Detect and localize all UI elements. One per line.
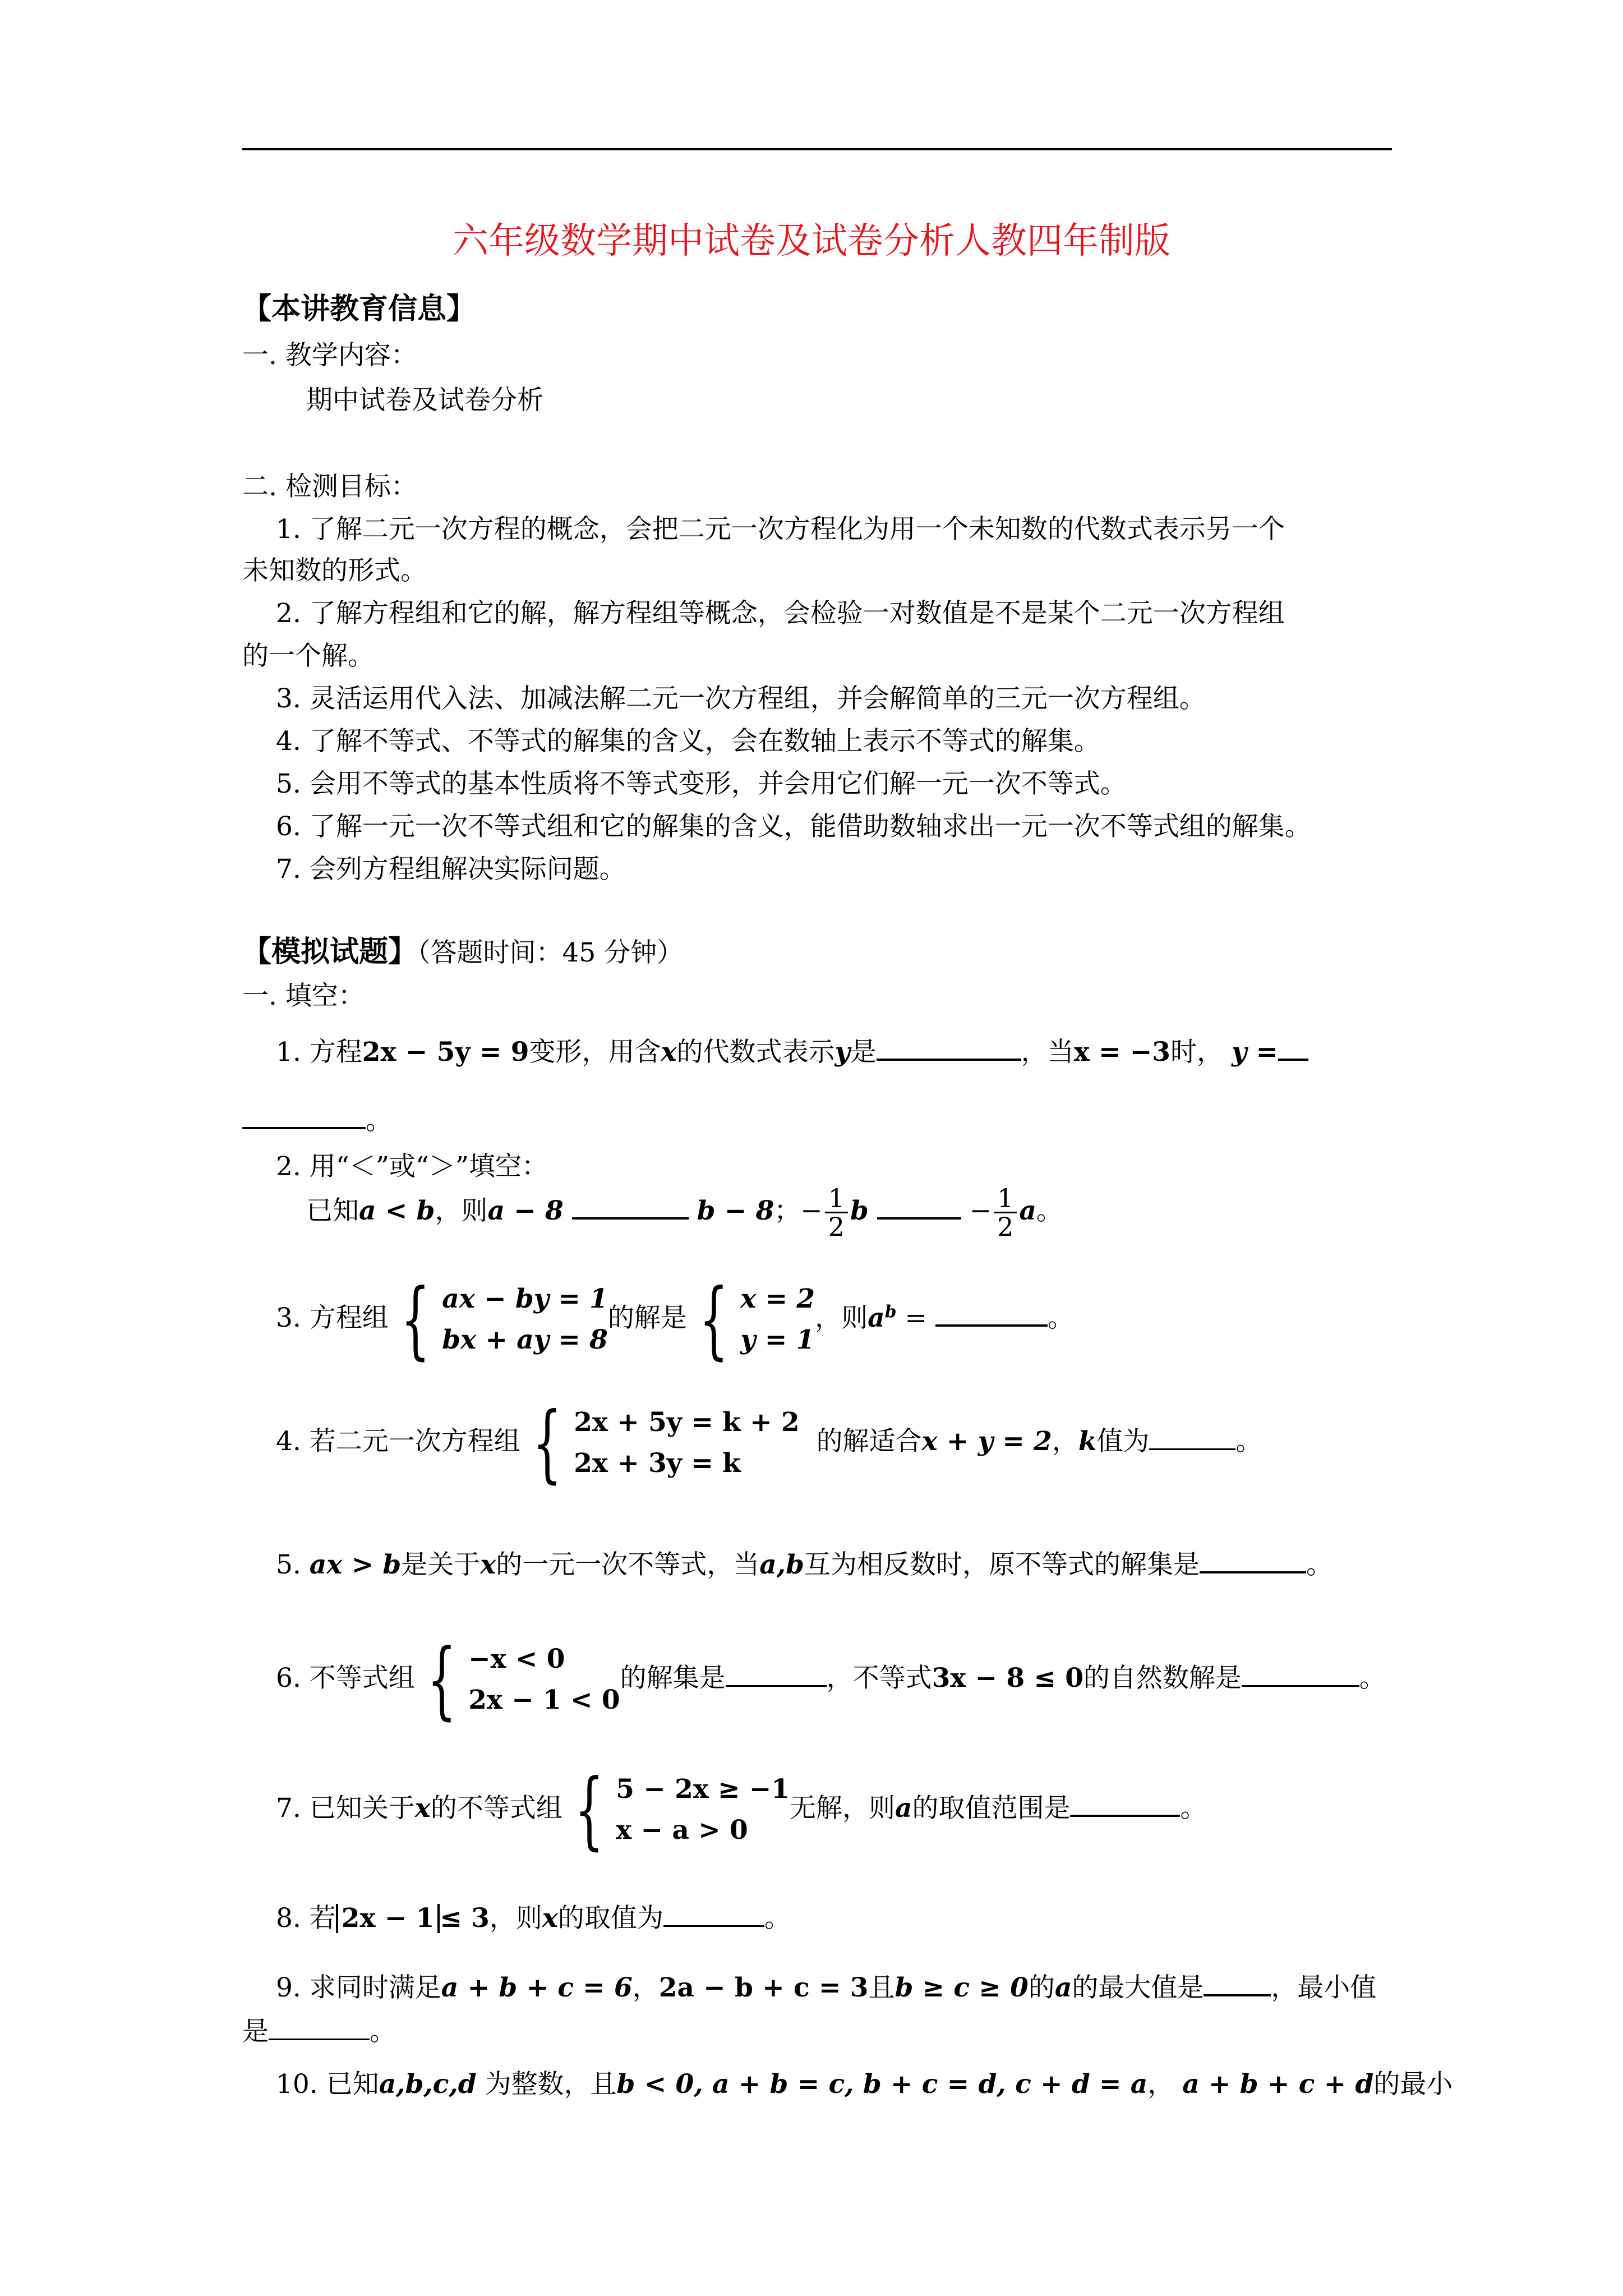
left-brace-icon: { xyxy=(427,1631,457,1729)
q7-system: 5 − 2x ≥ −1 x − a > 0 xyxy=(616,1774,790,1846)
q5-blank[interactable] xyxy=(1200,1549,1306,1573)
q9-blank-2[interactable] xyxy=(269,2016,370,2040)
question-9: 9. 求同时满足a + b + c = 6，2a − b + c = 3且b ≥ c ≥ 0的a的最大值是 ，最小值 xyxy=(276,1972,1377,2003)
question-1: 1. 方程2x − 5y = 9变形，用含x的代数式表示y是 ，当x = −3时， y = xyxy=(276,1031,1308,1069)
q8-absolute-value: 2x − 1 xyxy=(336,1904,440,1933)
left-brace-icon: { xyxy=(699,1271,728,1369)
question-6: 6. 不等式组 { −x < 0 2x − 1 < 0 的解集是 ，不等式3x − 8 ≤ 0的自然数解是 。 xyxy=(276,1631,1386,1729)
q2-blank-1[interactable] xyxy=(572,1195,689,1220)
question-2: 2. 用“＜”或“＞”填空： xyxy=(276,1151,548,1182)
info-header: 【本讲教育信息】 xyxy=(242,292,476,326)
q6-system: −x < 0 2x − 1 < 0 xyxy=(468,1644,620,1715)
goal-7: 7. 会列方程组解决实际问题。 xyxy=(276,854,626,885)
q1-equation: 2x − 5y = 9 xyxy=(362,1037,529,1068)
q3-system: ax − by = 1 bx + ay = 8 xyxy=(442,1283,608,1355)
q8-blank[interactable] xyxy=(663,1903,764,1927)
goal-2: 2. 了解方程组和它的解，解方程组等概念，会检验一对数值是不是某个二元一次方程组 xyxy=(276,598,1285,629)
question-1-cont: 。 xyxy=(242,1099,392,1137)
q4-system: 2x + 5y = k + 2 2x + 3y = k xyxy=(574,1407,800,1479)
q6-blank-1[interactable] xyxy=(726,1663,827,1687)
question-3: 3. 方程组 { ax − by = 1 bx + ay = 8 的解是 { x = 2 y = 1 ，则$a^b$ = 。 xyxy=(276,1271,1074,1369)
page-title: 六年级数学期中试卷及试卷分析人教四年制版 xyxy=(453,220,1170,262)
q1-blank-2-cont[interactable] xyxy=(242,1105,366,1129)
goal-6: 6. 了解一元一次不等式组和它的解集的含义，能借助数轴求出一元一次不等式组的解集。 xyxy=(276,811,1311,842)
goal-5: 5. 会用不等式的基本性质将不等式变形，并会用它们解一元一次不等式。 xyxy=(276,769,1127,799)
q4-blank[interactable] xyxy=(1149,1426,1235,1450)
q3-blank[interactable] xyxy=(935,1302,1048,1327)
q6-blank-2[interactable] xyxy=(1242,1663,1359,1687)
q2-blank-2[interactable] xyxy=(877,1195,961,1220)
section-2-heading: 二. 检测目标： xyxy=(242,471,417,502)
section-1-content: 期中试卷及试卷分析 xyxy=(306,385,543,416)
q1-blank-1[interactable] xyxy=(877,1036,1021,1061)
goal-1-cont: 未知数的形式。 xyxy=(242,555,427,586)
question-5: 5. ax > b是关于x的一元一次不等式，当a,b互为相反数时，原不等式的解集是 。 xyxy=(276,1549,1332,1580)
q9-blank-1[interactable] xyxy=(1204,1972,1271,1996)
goal-3: 3. 灵活运用代入法、加减法解二元一次方程组，并会解简单的三元一次方程组。 xyxy=(276,683,1206,714)
question-7: 7. 已知关于x的不等式组 { 5 − 2x ≥ −1 x − a > 0 无解，则a的取值范围是 。 xyxy=(276,1761,1207,1859)
section-1-heading: 一. 教学内容： xyxy=(242,340,417,371)
q7-blank[interactable] xyxy=(1070,1792,1180,1817)
top-rule xyxy=(242,148,1392,150)
question-2-body: 已知a < b，则a − 8 b − 8；− $\frac{1}{2}$ b − $\frac{1}{2}$ a。 xyxy=(306,1183,1063,1243)
question-4: 4. 若二元一次方程组 { 2x + 5y = k + 2 2x + 3y = k 的解适合x + y = 2，k值为 。 xyxy=(276,1395,1262,1492)
fill-heading: 一. 填空： xyxy=(242,981,365,1011)
goal-4: 4. 了解不等式、不等式的解集的含义，会在数轴上表示不等式的解集。 xyxy=(276,726,1100,757)
q3-solution: x = 2 y = 1 xyxy=(740,1283,815,1355)
q1-blank-2[interactable] xyxy=(1278,1036,1308,1061)
question-10: 10. 已知a,b,c,d 为整数，且b < 0, a + b = c, b + c = d, c + d = a， a + b + c + d的最小 xyxy=(276,2069,1453,2100)
q2-fraction-2: $\frac{1}{2}$ xyxy=(994,1185,1017,1241)
q2-fraction-1: $\frac{1}{2}$ xyxy=(825,1185,848,1241)
goal-1: 1. 了解二元一次方程的概念，会把二元一次方程化为用一个未知数的代数式表示另一个 xyxy=(276,514,1285,545)
sim-header-line xyxy=(242,928,683,970)
left-brace-icon: { xyxy=(532,1395,562,1492)
sim-header: 【模拟试题】 xyxy=(242,935,418,969)
question-9-cont: 是 。 xyxy=(242,2016,396,2047)
left-brace-icon: { xyxy=(574,1761,604,1859)
goal-2-cont: 的一个解。 xyxy=(242,641,374,671)
sim-time: （答题时间：45 分钟） xyxy=(417,937,684,968)
question-8: 8. 若 2x − 1 ≤ 3，则x的取值为 。 xyxy=(276,1903,791,1934)
left-brace-icon: { xyxy=(400,1271,430,1369)
